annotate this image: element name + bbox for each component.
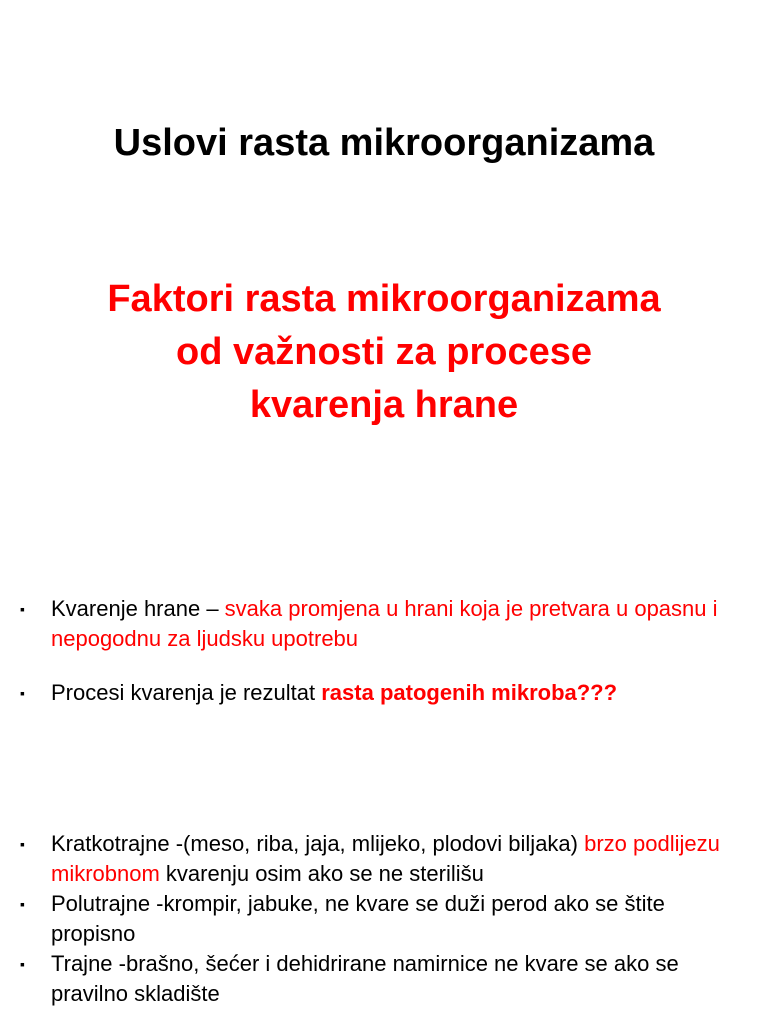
bullet-text-highlight: rasta patogenih mikroba??? [321,680,618,705]
bullet-text [51,596,718,651]
bullet-text-lead: Kvarenje hrane – [51,596,225,621]
list-item [20,678,740,708]
subtitle-line-1: Faktori rasta mikroorganizama [107,278,661,320]
bullet-text: Trajne -brašno, šećer i dehidrirane namirnice ne kvare se ako se pravilno skladište [51,951,679,1006]
bullet-icon: ▪ [20,601,25,617]
bullet-text-tail: kvarenju osim ako se ne sterilišu [159,861,484,886]
bullet-icon: ▪ [20,956,25,972]
bullet-text: Polutrajne -krompir, jabuke, ne kvare se duži perod ako se štite propisno [51,891,665,946]
subtitle-line-2: od važnosti za procese [175,331,592,373]
bullet-icon: ▪ [20,896,25,912]
subtitle [0,273,768,432]
page-title: Uslovi rasta mikroorganizama [113,122,655,164]
bullet-icon: ▪ [20,836,25,852]
bullet-list-food-types [20,829,740,1009]
list-item [20,949,740,1009]
bullet-text-highlight: svaka promjena u hrani koja je pretvara u opasnu i nepogodnu za ljudsku upotrebu [51,596,718,651]
bullet-text-lead: Kratkotrajne -(meso, riba, jaja, mlijeko, plodovi biljaka) [51,831,585,856]
bullet-text [51,680,617,705]
list-item [20,594,740,654]
bullet-text [51,831,720,886]
list-item [20,889,740,949]
bullet-text-highlight: brzo podlijezu mikrobnom [51,831,720,886]
list-item [20,829,740,889]
subtitle-line-3: kvarenja hrane [249,384,519,426]
bullet-list-spoilage [20,594,740,708]
bullet-text-lead: Procesi kvarenja je rezultat [51,680,322,705]
bullet-icon: ▪ [20,685,25,701]
